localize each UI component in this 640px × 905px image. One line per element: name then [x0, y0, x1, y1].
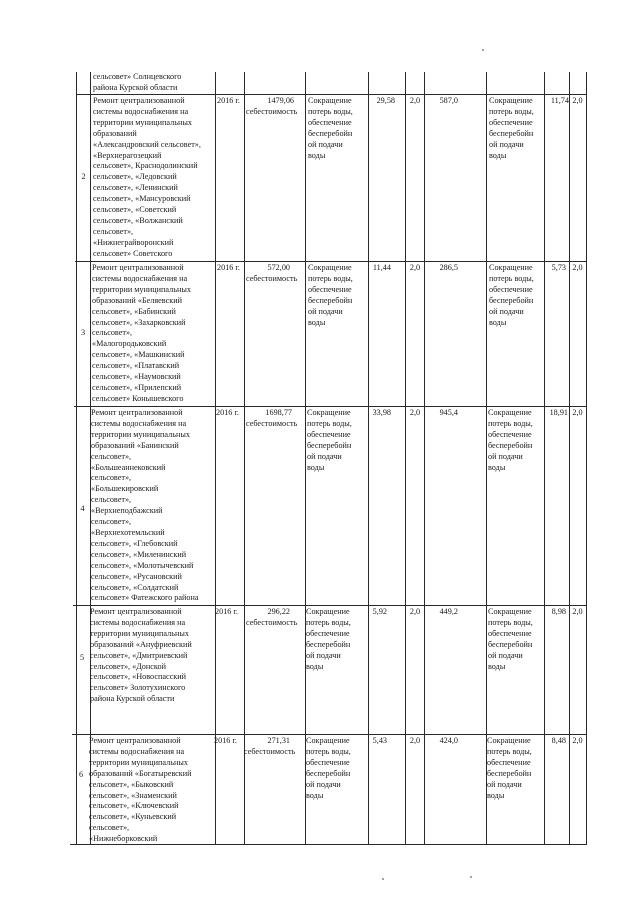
- effect-text: Сокращение потерь воды, обеспечение бесперебойн ой подачи воды: [308, 263, 353, 327]
- value-3: 424,0: [439, 736, 458, 745]
- col-divider: [486, 72, 487, 845]
- cost-value: 1698,77: [265, 408, 292, 417]
- cost-label: себестоимость: [244, 747, 296, 756]
- effect-text: Сокращение потерь воды, обеспечение бесперебойн ой подачи воды: [307, 408, 352, 472]
- value-5: 2,0: [572, 263, 583, 272]
- table-left-border: [76, 72, 77, 845]
- work-description: Ремонт централизованной системы водоснабжения на территории муниципальных образований «Банинский сельсовет», «Большеаннековский сельсовет», «Большекировский сельсовет», «Верхнеподбажский сельсовет», «Верхнехотемльский сельсовет», «Глебовский сельсовет», «Миленинский сельсовет», «Молотычевский сельсовет», «Русановский сельсовет», «Солдатский сельсовет» Фатежского района: [91, 408, 199, 603]
- value-1: 33,98: [372, 408, 391, 417]
- value-1: 29,58: [376, 96, 395, 105]
- cost-value: 572,00: [267, 263, 290, 272]
- value-5: 2,0: [572, 408, 583, 417]
- effect-text: Сокращение потерь воды, обеспечение бесперебойн ой подачи воды: [306, 736, 351, 800]
- value-2: 2,0: [409, 263, 421, 272]
- row-number: 2: [81, 172, 86, 181]
- work-description: Ремонт централизованной системы водоснабжения на территории муниципальных образований «Александровский сельсовет», «Верхнерагозецкий сельсовет», Краснодолинский сельсовет», «Ледовский сельсовет», «Ленинский сельсовет», «Мансуровский сельсовет», «Советский сельсовет», «Волжанский сельсовет», «Нижнеграйворонский сельсовет» Советского: [93, 96, 201, 258]
- col-divider: [215, 72, 216, 845]
- value-4: 11,74: [550, 96, 569, 105]
- col-divider: [405, 72, 406, 845]
- value-3: 286,5: [439, 263, 458, 272]
- effect-text: Сокращение потерь воды, обеспечение бесперебойн ой подачи воды: [308, 96, 353, 160]
- cost-label: себестоимость: [246, 107, 298, 116]
- year: 2016 г.: [217, 96, 240, 105]
- value-5: 2,0: [572, 96, 583, 105]
- row-number: 5: [79, 653, 85, 662]
- value-3: 587,0: [439, 96, 458, 105]
- row-number: 3: [80, 328, 86, 337]
- row-number: 4: [80, 504, 85, 513]
- value-1: 5,43: [372, 736, 387, 745]
- year: 2016 г.: [215, 607, 238, 616]
- header-fragment: сельсовет» Солнцевского района Курской области: [93, 72, 182, 92]
- cost-label: себестоимость: [246, 419, 298, 428]
- row-divider: [72, 734, 586, 735]
- value-5: 2,0: [572, 736, 583, 745]
- table-right-border: [586, 72, 587, 845]
- cost-value: 1479,06: [267, 96, 294, 105]
- effect-text-2: Сокращение потерь воды, обеспечение бесперебойн ой подачи воды: [488, 607, 533, 671]
- effect-text: Сокращение потерь воды, обеспечение бесперебойн ой подачи воды: [306, 607, 351, 671]
- value-2: 2,0: [409, 607, 421, 616]
- work-description: Ремонт централизованной системы водоснабжения на территории муниципальных образований «Беляевский сельсовет», «Бабинский сельсовет», «Захарковский сельсовет», «Малогородьковский сельсовет», «Машкинский сельсовет», «Платавский сельсовет», «Наумовский сельсовет», «Прилепский сельсовет» Конышевского: [92, 263, 191, 403]
- value-2: 2,0: [409, 408, 421, 417]
- row-number: 6: [78, 770, 84, 779]
- cost-value: 296,22: [267, 607, 290, 616]
- row-divider: [73, 605, 586, 606]
- row-divider: [74, 406, 586, 407]
- scan-speck: [382, 878, 384, 880]
- year: 2016 г.: [214, 736, 237, 745]
- value-5: 2,0: [572, 607, 583, 616]
- effect-text-2: Сокращение потерь воды, обеспечение бесперебойн ой подачи воды: [489, 96, 534, 160]
- row-divider: [77, 94, 586, 95]
- work-description: Ремонт централизованной системы водоснабжения на территории муниципальных образований «Богатыревский сельсовет», «Быковский сельсовет», «Знаменский сельсовет», «Ключевский сельсовет», «Куньевский сельсовет», «Нижнеборковский: [89, 736, 192, 844]
- year: 2016 г.: [216, 408, 239, 417]
- value-4: 8,48: [551, 736, 566, 745]
- scan-speck: [482, 49, 484, 51]
- value-1: 11,44: [372, 263, 391, 272]
- col-divider: [368, 72, 369, 845]
- value-4: 8,98: [551, 607, 566, 616]
- col-divider: [424, 72, 425, 845]
- scan-speck: [470, 876, 472, 878]
- year: 2016 г.: [217, 263, 240, 272]
- table-bottom-border: [70, 844, 586, 845]
- value-2: 2,0: [409, 96, 421, 105]
- work-description: Ремонт централизованной системы водоснабжения на территории муниципальных образований «Ануфриевский сельсовет», «Дмитриевский сельсовет», «Донской сельсовет», «Новоспасский сельсовет» Золотухинского района Курской области: [90, 607, 192, 704]
- effect-text-2: Сокращение потерь воды, обеспечение бесперебойн ой подачи воды: [488, 408, 533, 472]
- value-2: 2,0: [409, 736, 421, 745]
- col-divider: [569, 72, 570, 845]
- value-1: 5,92: [372, 607, 387, 616]
- cost-label: себестоимость: [246, 274, 298, 283]
- value-4: 5,73: [551, 263, 566, 272]
- value-3: 945,4: [439, 408, 458, 417]
- cost-label: себестоимость: [246, 618, 298, 627]
- col-divider: [244, 72, 245, 845]
- row-divider: [75, 261, 586, 262]
- value-4: 18,91: [549, 408, 568, 417]
- col-divider: [305, 72, 306, 845]
- value-3: 449,2: [439, 607, 458, 616]
- effect-text-2: Сокращение потерь воды, обеспечение бесперебойн ой подачи воды: [487, 736, 532, 800]
- cost-value: 271,31: [267, 736, 290, 745]
- effect-text-2: Сокращение потерь воды, обеспечение бесперебойн ой подачи воды: [489, 263, 534, 327]
